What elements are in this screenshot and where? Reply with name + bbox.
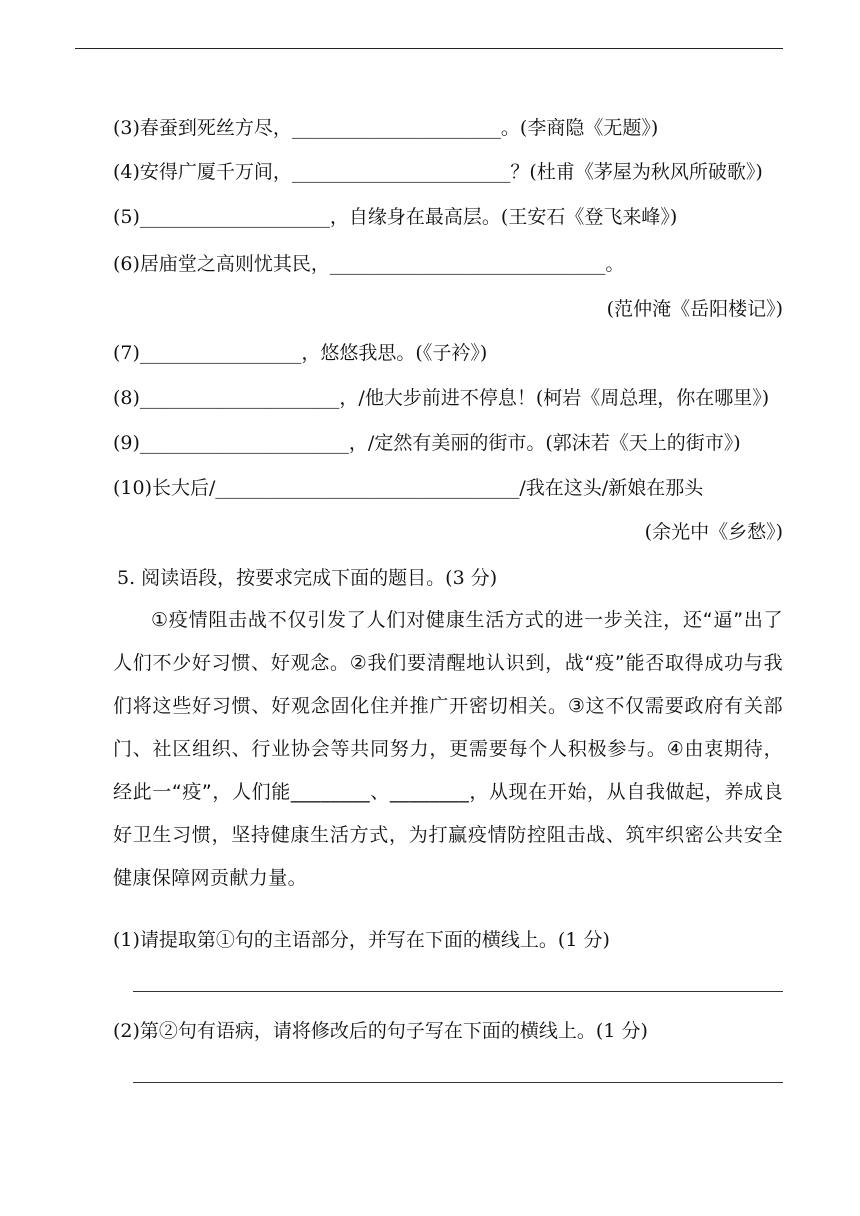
- poem-source-10: (余光中《乡愁》): [644, 521, 783, 543]
- poem-line-10: (10)长大后/________________________________/我在这头/新娘在那头: [113, 477, 704, 499]
- poem-line-5: (5)____________________，自缘身在最高层。(王安石《登飞来峰》): [113, 206, 678, 228]
- header-rule: [75, 48, 783, 49]
- poem-line-3: (3)春蚕到死丝方尽，______________________。(李商隐《无题》): [113, 117, 659, 139]
- answer-line-1[interactable]: [133, 991, 783, 992]
- answer-line-2[interactable]: [133, 1082, 783, 1083]
- reading-passage: ①疫情阻击战不仅引发了人们对健康生活方式的进一步关注，还“逼”出了人们不少好习惯、好观念。②我们要清醒地认识到，战“疫”能否取得成功与我们将这些好习惯、好观念固化住并推广开密切相关。③这不仅需要政府有关部门、社区组织、行业协会等共同努力，更需要每个人积极参与。④由衷期待，经此一“疫”，人们能________、________，从现在开始，从自我做起，养成良好卫生习惯，坚持健康生活方式，为打赢疫情防控阻击战、筑牢织密公共安全健康保障网贡献力量。: [113, 609, 783, 889]
- poem-line-7: (7)_________________，悠悠我思。(《子衿》): [113, 342, 488, 364]
- poem-line-4: (4)安得广厦千万间，_______________________？(杜甫《茅屋为秋风所破歌》): [113, 161, 763, 183]
- question-5-title: 5. 阅读语段，按要求完成下面的题目。(3 分): [117, 567, 498, 589]
- poem-line-6: (6)居庙堂之高则忧其民，_____________________________。: [113, 253, 625, 275]
- poem-source-6: (范仲淹《岳阳楼记》): [606, 298, 783, 320]
- subquestion-1: (1)请提取第①句的主语部分，并写在下面的横线上。(1 分): [113, 929, 610, 951]
- poem-line-9: (9)______________________，/定然有美丽的街市。(郭沫若《天上的街市》): [113, 432, 741, 454]
- subquestion-2: (2)第②句有语病，请将修改后的句子写在下面的横线上。(1 分): [113, 1020, 648, 1042]
- poem-line-8: (8)_____________________，/他大步前进不停息！(柯岩《周总理，你在哪里》): [113, 387, 770, 409]
